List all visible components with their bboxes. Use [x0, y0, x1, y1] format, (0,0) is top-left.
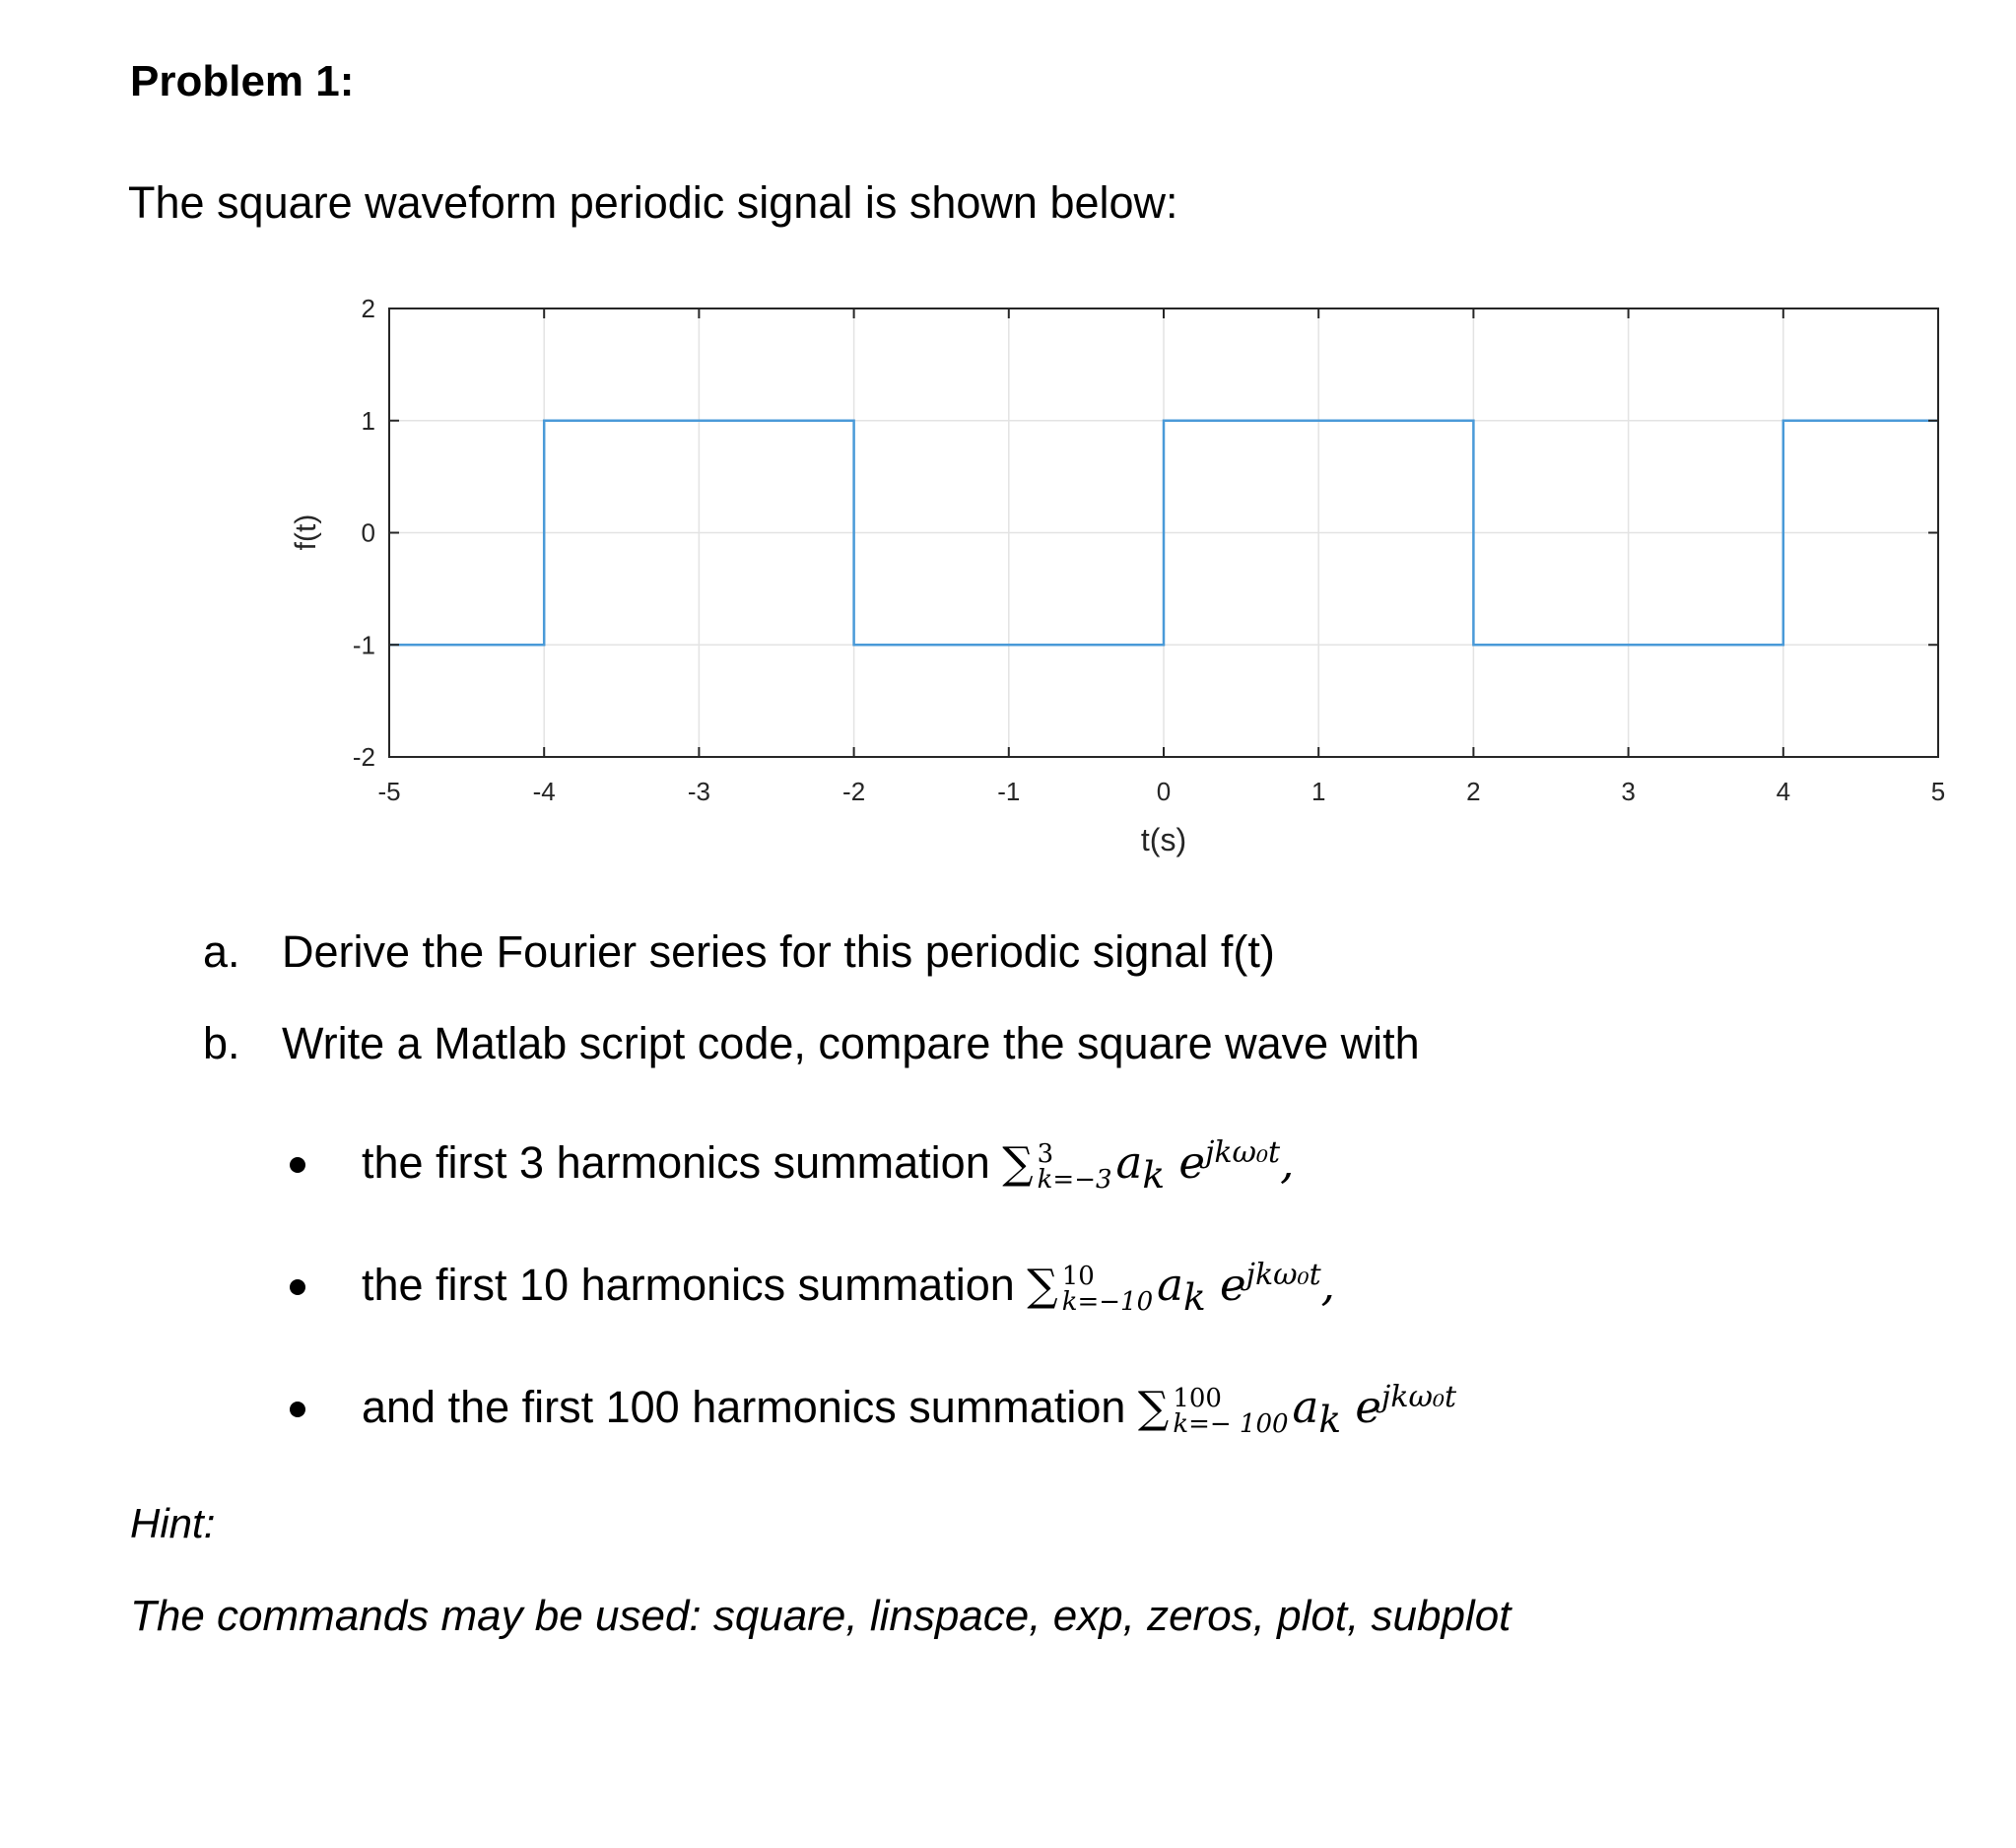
question-b-label: b.: [203, 1018, 240, 1068]
bullet-dot-icon: [290, 1157, 305, 1173]
x-tick-label: 3: [1621, 777, 1636, 806]
y-tick-label: 0: [361, 517, 375, 548]
bullet-text: the first 3 harmonics summation: [362, 1137, 990, 1188]
x-tick-label: -3: [687, 777, 710, 806]
hint-label: Hint:: [130, 1500, 216, 1546]
x-tick-label: -2: [842, 777, 866, 806]
suffix: ,: [1280, 1136, 1295, 1189]
coefficient-subscript: k: [1182, 1275, 1206, 1319]
y-tick-label: -1: [352, 630, 375, 660]
y-axis-label: f(t): [290, 513, 322, 551]
square-wave-chart: [266, 271, 2000, 877]
problem-intro: The square waveform periodic signal is shown below:: [128, 177, 1178, 228]
y-tick-label: -2: [352, 742, 375, 772]
question-a-text: Derive the Fourier series for this periodic signal f(t): [282, 926, 1275, 977]
coefficient-subscript: k: [1318, 1398, 1342, 1441]
x-tick-label: 1: [1310, 777, 1326, 806]
bullet-dot-icon: [290, 1402, 305, 1417]
coefficient-subscript: k: [1142, 1153, 1166, 1197]
summation-formula: ∑ 10 k=−10 $a_k$ $e^{jk\omega_0t}$,: [1027, 1258, 1335, 1319]
sum-lower-limit: k=−3: [1037, 1164, 1112, 1195]
sum-upper-limit: 10: [1061, 1261, 1095, 1291]
bullet-dot-icon: [290, 1279, 305, 1295]
x-tick-label: 5: [1930, 777, 1946, 806]
x-tick-label: 0: [1156, 777, 1172, 806]
sum-lower-limit: k=− 100: [1173, 1408, 1289, 1439]
exponent: jkω₀t: [1245, 1258, 1321, 1292]
y-tick-label: 1: [361, 405, 375, 436]
y-tick-label: 2: [361, 294, 375, 323]
coefficient: a: [1292, 1381, 1319, 1433]
x-tick-label: -4: [532, 777, 556, 806]
x-tick-label: 4: [1776, 777, 1791, 806]
coefficient: a: [1115, 1136, 1143, 1189]
question-a-label: a.: [203, 926, 240, 977]
bullet-text: and the first 100 harmonics summation: [362, 1382, 1126, 1432]
sum-upper-limit: 3: [1037, 1138, 1054, 1169]
hint-text: The commands may be used: square, linspace, exp, zeros, plot, subplot: [130, 1592, 1512, 1640]
exponent: jkω₀t: [1381, 1380, 1457, 1414]
x-tick-label: 2: [1466, 777, 1481, 806]
x-axis-label: t(s): [1140, 822, 1187, 857]
x-tick-label: -1: [997, 777, 1021, 806]
sum-upper-limit: 100: [1173, 1383, 1222, 1413]
bullet-text: the first 10 harmonics summation: [362, 1260, 1015, 1310]
summation-formula: ∑ 3 k=−3 $a_k$ $e^{jk\omega_0t}$,: [1002, 1135, 1295, 1197]
summation-formula: ∑ 100 k=− 100 $a_k$ $e^{jk\omega_0t}$: [1137, 1380, 1457, 1441]
suffix: ,: [1320, 1259, 1335, 1311]
coefficient: a: [1157, 1259, 1183, 1311]
problem-title: Problem 1:: [130, 57, 355, 105]
x-tick-label: -5: [377, 777, 401, 806]
question-b-text: Write a Matlab script code, compare the square wave with: [282, 1018, 1420, 1068]
exponent: jkω₀t: [1205, 1135, 1281, 1170]
sum-lower-limit: k=−10: [1061, 1286, 1154, 1317]
